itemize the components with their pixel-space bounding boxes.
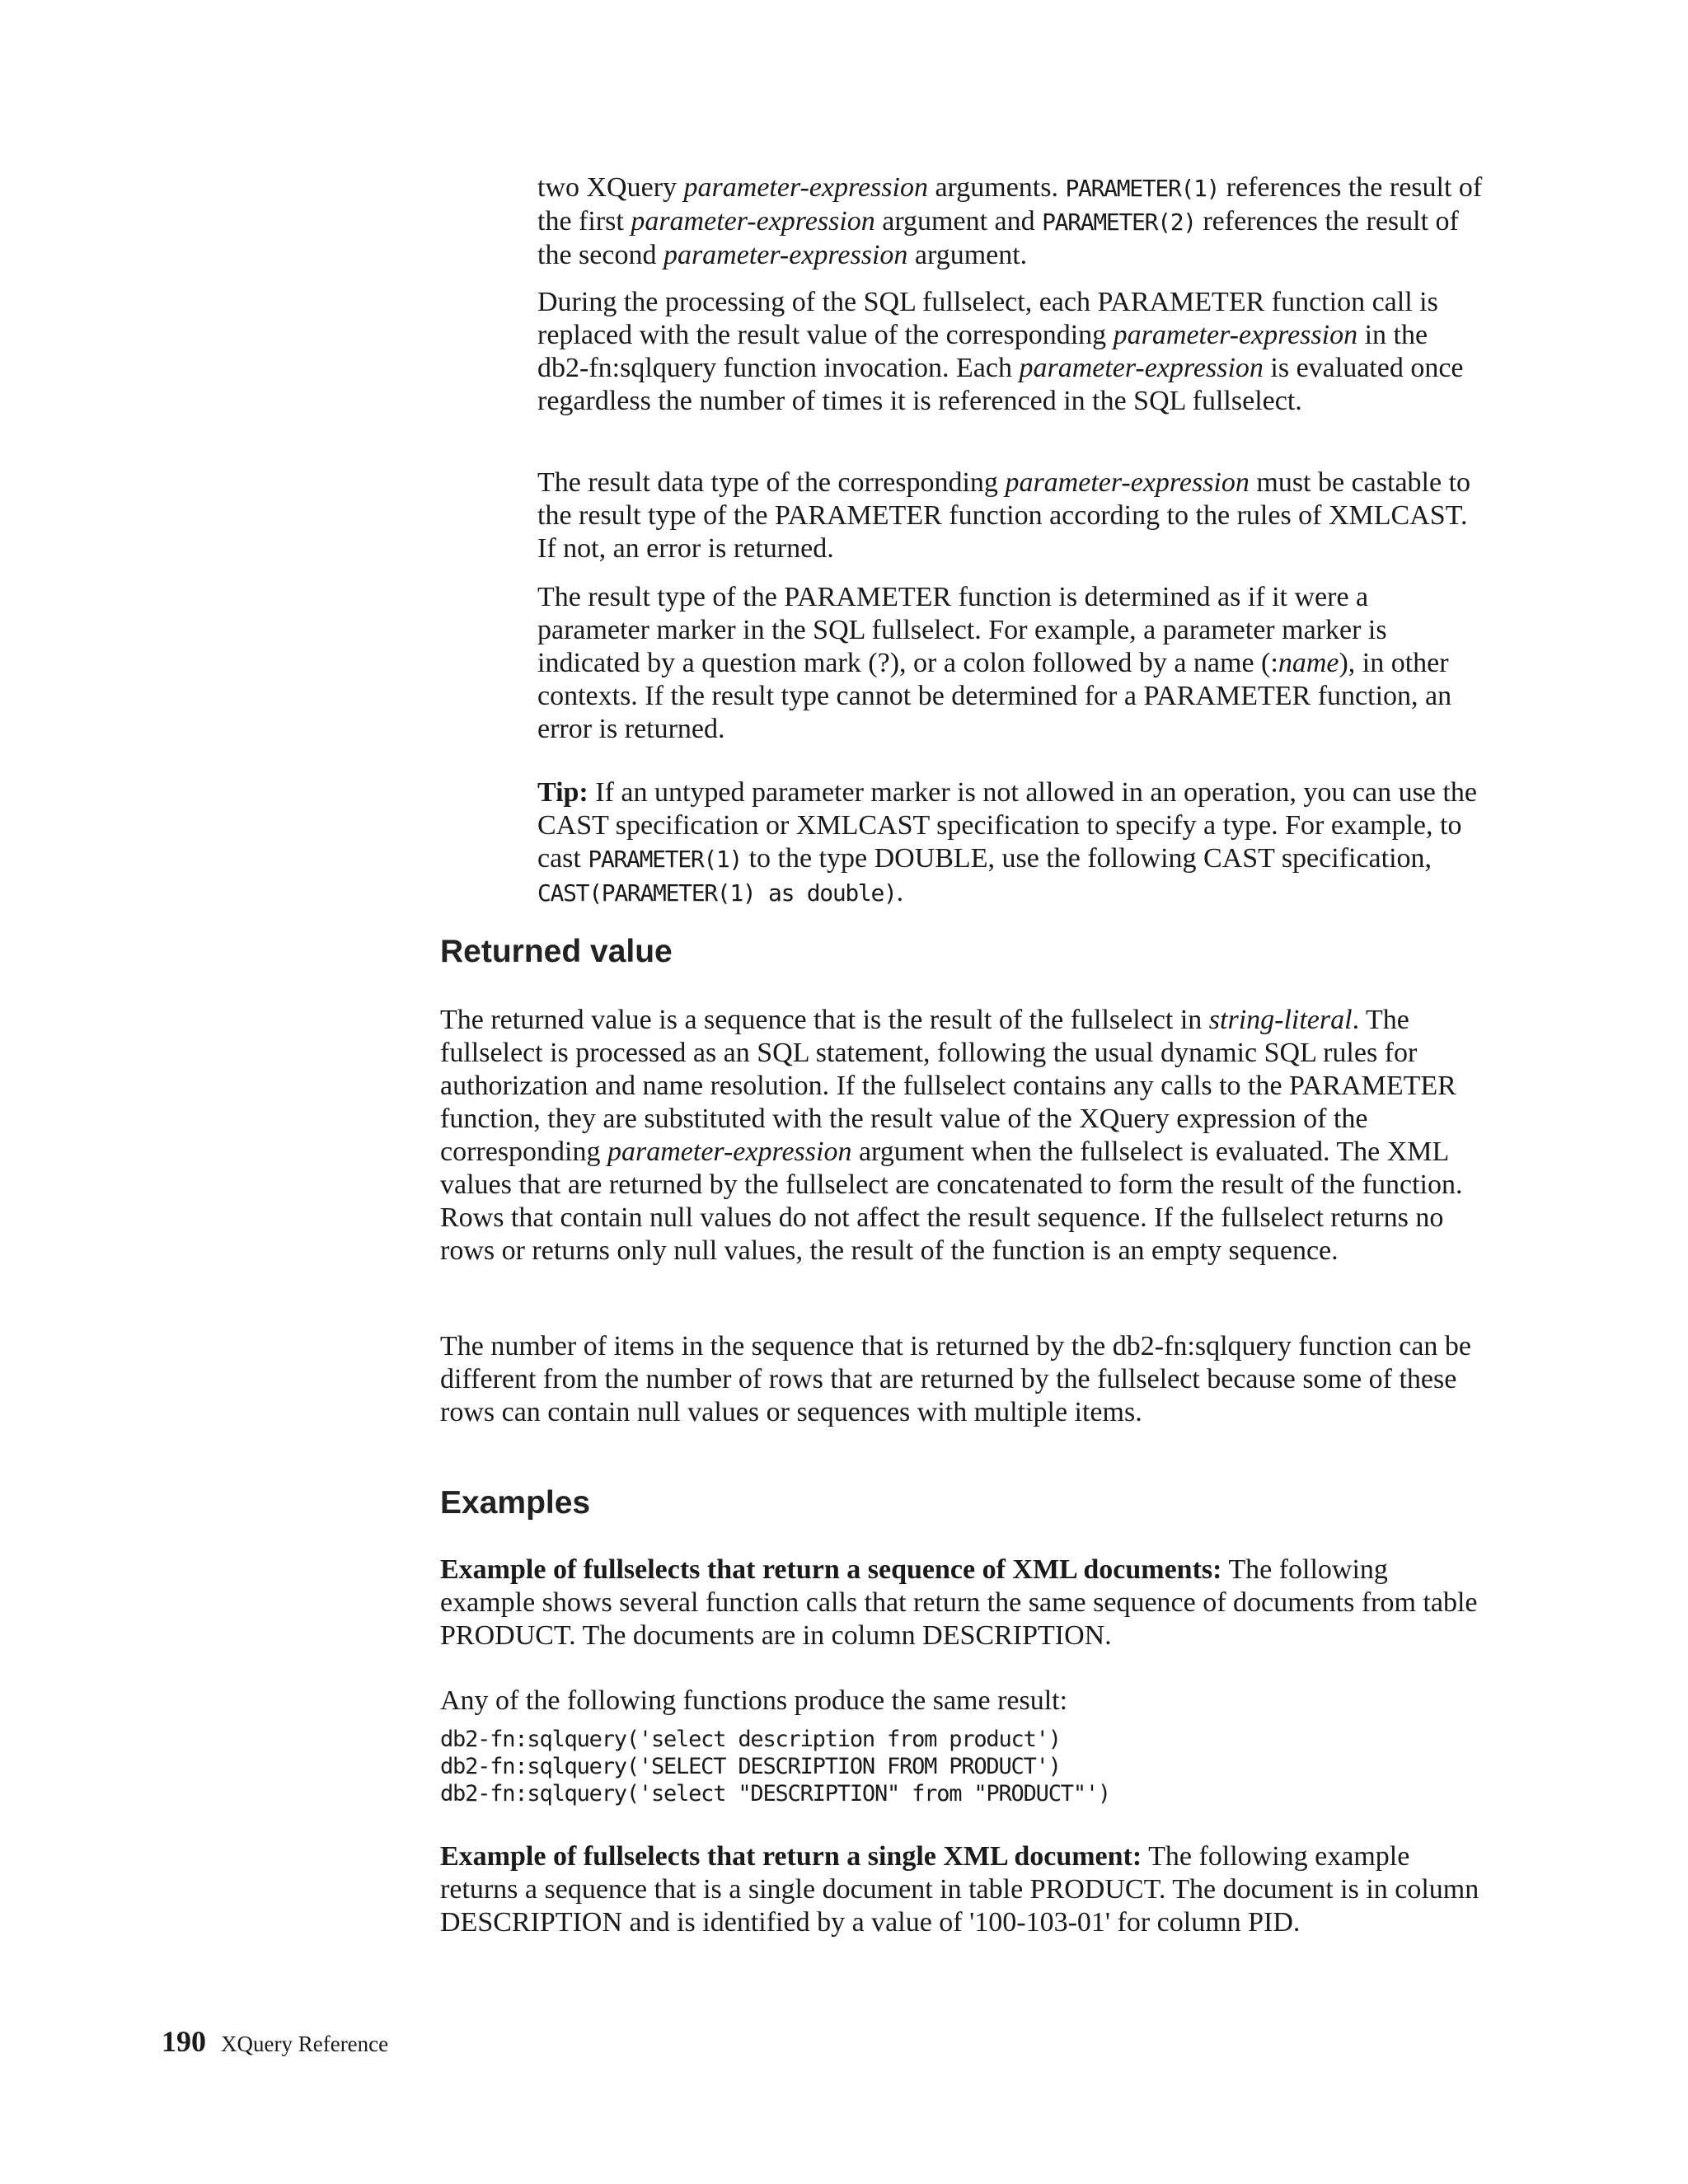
code-example-line: db2-fn:sqlquery('select description from product') bbox=[440, 1727, 1061, 1752]
parameter-intro-paragraph: two XQuery parameter-expression arguments. PARAMETER(1) references the result of the first parameter-expression argument and PARAMETER(2) references the result of the second parameter-expression argument. bbox=[537, 172, 1483, 270]
code-parameter-1: PARAMETER(1) bbox=[588, 846, 743, 873]
example-single-label: Example of fullselects that return a single XML document: bbox=[440, 1841, 1142, 1872]
page-number: 190 bbox=[162, 2025, 206, 2058]
code-example-line: db2-fn:sqlquery('select "DESCRIPTION" from "PRODUCT"') bbox=[440, 1781, 1110, 1807]
returned-value-heading: Returned value bbox=[440, 934, 673, 969]
resulttype-paragraph: The result type of the PARAMETER function is determined as if it were a parameter marker in the SQL fullselect. For example, a parameter marker is indicated by a question mark (?), or a colon followed by a name (:name), in other contexts. If the result type cannot be determined for a PARAMETER function, an error is returned. bbox=[537, 582, 1452, 744]
tip-paragraph: Tip: If an untyped parameter marker is not allowed in an operation, you can use the CAST specification or XMLCAST specification to specify a type. For example, to cast PARAMETER(1) to the type DOUBLE, use the following CAST specification, CAST(PARAMETER(1) as double). bbox=[537, 777, 1477, 907]
code-cast-example: CAST(PARAMETER(1) as double) bbox=[537, 879, 897, 907]
any-functions-paragraph: Any of the following functions produce the same result: bbox=[440, 1685, 1068, 1716]
code-example-line: db2-fn:sqlquery('SELECT DESCRIPTION FROM PRODUCT') bbox=[440, 1754, 1061, 1779]
example-single-paragraph: Example of fullselects that return a single XML document: The following example returns a sequence that is a single document in table PRODUCT. The document is in column DESCRIPTION and is identified by a value of '100-103-01' for column PID. bbox=[440, 1841, 1479, 1938]
example-sequence-paragraph: Example of fullselects that return a sequence of XML documents: The following example shows several function calls that return the same sequence of documents from table PRODUCT. The documents are in column DESCRIPTION. bbox=[440, 1554, 1478, 1651]
examples-heading: Examples bbox=[440, 1485, 591, 1521]
returned-value-paragraph: The returned value is a sequence that is the result of the fullselect in string-literal. The fullselect is processed as an SQL statement, following the usual dynamic SQL rules for authorization and name resolution. If the fullselect contains any calls to the PARAMETER function, they are substituted with the result value of the XQuery expression of the corresponding parameter-expression argument when the fullselect is evaluated. The XML values that are returned by the fullselect are concatenated to form the result of the function. Rows that contain null values do not affect the result sequence. If the fullselect returns no rows or returns only null values, the result of the function is an empty sequence. bbox=[440, 1005, 1463, 1266]
processing-paragraph: During the processing of the SQL fullselect, each PARAMETER function call is replaced with the result value of the corresponding parameter-expression in the db2-fn:sqlquery function invocation. Each parameter-expression is evaluated once regardless the number of times it is referenced in the SQL fullselect. bbox=[537, 287, 1464, 416]
book-title: XQuery Reference bbox=[221, 2032, 389, 2056]
tip-label: Tip: bbox=[537, 777, 588, 808]
code-parameter-1: PARAMETER(1) bbox=[1065, 175, 1220, 202]
example-sequence-label: Example of fullselects that return a sequence of XML documents: bbox=[440, 1554, 1222, 1585]
code-parameter-2: PARAMETER(2) bbox=[1042, 209, 1196, 236]
datatype-paragraph: The result data type of the corresponding parameter-expression must be castable to the result type of the PARAMETER function according to the rules of XMLCAST. If not, an error is returned. bbox=[537, 467, 1471, 564]
page-footer bbox=[162, 2024, 388, 2059]
item-count-paragraph: The number of items in the sequence that is returned by the db2-fn:sqlquery function can be different from the number of rows that are returned by the fullselect because some of these rows can contain null values or sequences with multiple items. bbox=[440, 1331, 1472, 1427]
